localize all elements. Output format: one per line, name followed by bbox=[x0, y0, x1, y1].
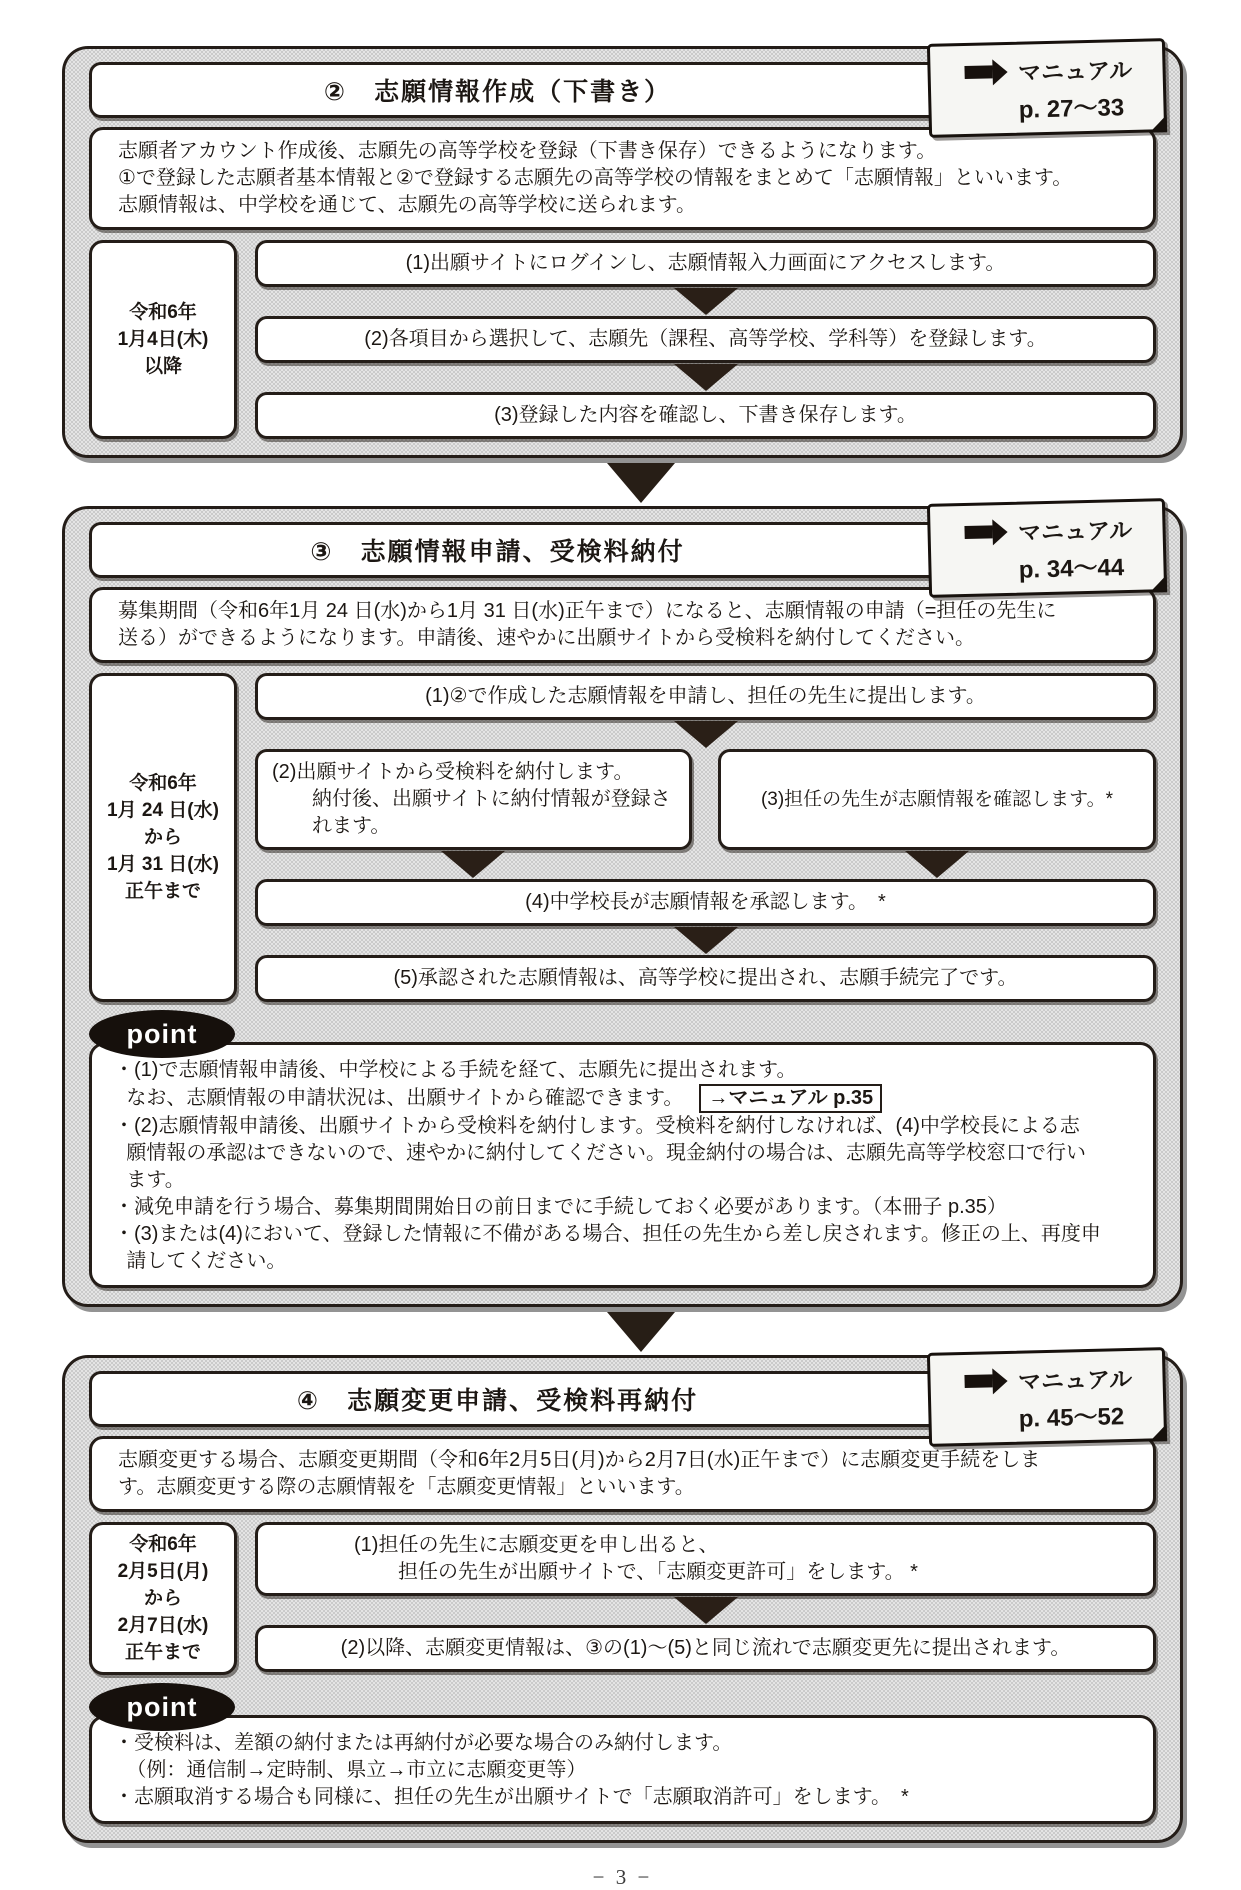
point-notes-box bbox=[89, 1042, 1156, 1288]
section-connector-arrow-icon bbox=[607, 1312, 675, 1352]
flow-area bbox=[89, 673, 1156, 1002]
point-line bbox=[114, 1084, 1137, 1113]
right-arrow-icon bbox=[965, 58, 1009, 85]
step-text-line: (2)出願サイトから受検料を納付します。 bbox=[272, 761, 634, 783]
date-line: から bbox=[143, 827, 182, 848]
flow-area bbox=[89, 1522, 1156, 1675]
parallel-steps-row bbox=[255, 749, 1156, 850]
manual-note-line bbox=[942, 511, 1155, 549]
manual-note-line bbox=[942, 1360, 1155, 1398]
date-line: 以降 bbox=[143, 356, 182, 377]
section-intro bbox=[89, 587, 1156, 663]
down-arrow-icon bbox=[674, 364, 738, 391]
section-4-change-request bbox=[62, 1355, 1183, 1843]
manual-reference-note bbox=[927, 498, 1167, 598]
step-text-line: 担任の先生が出願サイトで、「志願変更許可」をします。 * bbox=[398, 1561, 918, 1583]
date-line: 正午まで bbox=[124, 1642, 201, 1663]
intro-line: す。志願変更する際の志願情報を「志願変更情報」といいます。 bbox=[118, 1476, 695, 1498]
intro-line: 志願変更する場合、志願変更期間（令和6年2月5日(月)から2月7日(水)正午まで）に志願変更手続をしま bbox=[118, 1449, 1041, 1471]
steps-column bbox=[255, 240, 1156, 439]
point-line: ・(2)志願情報申請後、出願サイトから受検料を納付します。受検料を納付しなければ、(4)中学校長による志 bbox=[114, 1115, 1080, 1137]
step-text-line: 納付後、出願サイトに納付情報が登録さ bbox=[312, 788, 671, 810]
section-title: ④ 志願変更申請、受検料再納付 bbox=[89, 1371, 1156, 1427]
point-line: 願情報の承認はできないので、速やかに納付してください。現金納付の場合は、志願先高等学校窓口で行い bbox=[126, 1142, 1086, 1164]
right-arrow-icon bbox=[965, 518, 1009, 545]
manual-reference-note bbox=[927, 1347, 1167, 1447]
intro-line: 送る）ができるようになります。申請後、速やかに出願サイトから受検料を納付してください。 bbox=[118, 627, 975, 649]
step-text-line: (1)担任の先生に志願変更を申し出ると、 bbox=[354, 1534, 719, 1556]
step-box-2 bbox=[255, 749, 692, 850]
point-line: ます。 bbox=[126, 1169, 185, 1191]
date-line: 令和6年 bbox=[129, 302, 197, 323]
manual-note-label: マニュアル bbox=[1017, 56, 1133, 86]
step-box-3: (3)登録した内容を確認し、下書き保存します。 bbox=[255, 392, 1156, 439]
section-intro bbox=[89, 1436, 1156, 1512]
folded-corner-icon bbox=[1150, 115, 1167, 132]
step-box-3: (3)担任の先生が志願情報を確認します。* bbox=[718, 749, 1156, 850]
step-box-1: (1)出願サイトにログインし、志願情報入力画面にアクセスします。 bbox=[255, 240, 1156, 287]
down-arrow-icon bbox=[905, 851, 969, 878]
point-badge: point bbox=[89, 1010, 235, 1058]
section-title: ② 志願情報作成（下書き） bbox=[89, 62, 1156, 118]
step-box-2: (2)以降、志願変更情報は、③の(1)～(5)と同じ流れで志願変更先に提出されます。 bbox=[255, 1625, 1156, 1672]
point-line: ・(1)で志願情報申請後、中学校による手続を経て、志願先に提出されます。 bbox=[114, 1059, 797, 1081]
date-range-box bbox=[89, 673, 237, 1002]
section-intro bbox=[89, 127, 1156, 230]
folded-corner-icon bbox=[1150, 575, 1167, 592]
manual-note-pages: p. 45～52 bbox=[1018, 1403, 1125, 1433]
step-text-line: れます。 bbox=[312, 815, 391, 837]
date-line: 1月 24 日(水) bbox=[107, 800, 219, 821]
point-line-text: なお、志願情報の申請状況は、出願サイトから確認できます。 bbox=[126, 1087, 684, 1109]
date-line: 1月 31 日(水) bbox=[107, 854, 219, 875]
intro-line: ①で登録した志願者基本情報と②で登録する志願先の高等学校の情報をまとめて「志願情報」といいます。 bbox=[118, 167, 1073, 189]
point-line: ・志願取消する場合も同様に、担任の先生が出願サイトで「志願取消許可」をします。 * bbox=[114, 1786, 909, 1808]
date-range-box bbox=[89, 1522, 237, 1675]
date-line: 令和6年 bbox=[129, 1534, 197, 1555]
intro-line: 募集期間（令和6年1月 24 日(水)から1月 31 日(水)正午まで）になると、志願情報の申請（=担任の先生に bbox=[118, 600, 1057, 622]
date-line: 2月5日(月) bbox=[117, 1561, 209, 1582]
down-arrow-icon bbox=[674, 721, 738, 748]
manual-note-pages: p. 27～33 bbox=[1018, 94, 1125, 124]
section-connector-arrow-icon bbox=[607, 463, 675, 503]
page-number: − 3 − bbox=[592, 1865, 653, 1889]
step-box-5: (5)承認された志願情報は、高等学校に提出され、志願手続完了です。 bbox=[255, 955, 1156, 1002]
step-box-2: (2)各項目から選択して、志願先（課程、高等学校、学科等）を登録します。 bbox=[255, 316, 1156, 363]
steps-column bbox=[255, 673, 1156, 1002]
down-arrow-icon bbox=[674, 927, 738, 954]
point-line: 請してください。 bbox=[126, 1250, 287, 1272]
manual-note-pages: p. 34～44 bbox=[1018, 554, 1125, 584]
manual-reference-note bbox=[927, 38, 1167, 138]
manual-page-reference: →マニュアル p.35 bbox=[699, 1084, 882, 1113]
folded-corner-icon bbox=[1150, 1424, 1167, 1441]
section-3-application-and-fee bbox=[62, 506, 1183, 1307]
section-2-draft-creation bbox=[62, 46, 1183, 458]
right-arrow-icon bbox=[965, 1367, 1009, 1394]
down-arrow-icon bbox=[674, 288, 738, 315]
point-line: ・減免申請を行う場合、募集期間開始日の前日までに手続しておく必要があります。（本冊子 p.35） bbox=[114, 1196, 1007, 1218]
point-line: （例：通信制→定時制、県立→市立に志願変更等） bbox=[126, 1759, 587, 1781]
steps-column bbox=[255, 1522, 1156, 1675]
date-line: 令和6年 bbox=[129, 773, 197, 794]
date-line: から bbox=[143, 1588, 182, 1609]
point-notes-box bbox=[89, 1715, 1156, 1824]
intro-line: 志願情報は、中学校を通じて、志願先の高等学校に送られます。 bbox=[118, 194, 696, 216]
parallel-arrows-row bbox=[255, 850, 1156, 879]
date-line: 2月7日(水) bbox=[117, 1615, 209, 1636]
manual-note-label: マニュアル bbox=[1017, 516, 1133, 546]
step-box-1 bbox=[255, 1522, 1156, 1596]
step-box-1: (1)②で作成した志願情報を申請し、担任の先生に提出します。 bbox=[255, 673, 1156, 720]
step-box-4: (4)中学校長が志願情報を承認します。 * bbox=[255, 879, 1156, 926]
intro-line: 志願者アカウント作成後、志願先の高等学校を登録（下書き保存）できるようになります。 bbox=[118, 140, 937, 162]
point-badge: point bbox=[89, 1683, 235, 1731]
point-line: ・(3)または(4)において、登録した情報に不備がある場合、担任の先生から差し戻されます。修正の上、再度申 bbox=[114, 1223, 1101, 1245]
date-range-box bbox=[89, 240, 237, 439]
point-line: ・受検料は、差額の納付または再納付が必要な場合のみ納付します。 bbox=[114, 1732, 733, 1754]
manual-note-label: マニュアル bbox=[1017, 1365, 1133, 1395]
section-title: ③ 志願情報申請、受検料納付 bbox=[89, 522, 1156, 578]
down-arrow-icon bbox=[441, 851, 505, 878]
down-arrow-icon bbox=[674, 1597, 738, 1624]
flow-area bbox=[89, 240, 1156, 439]
date-line: 1月4日(木) bbox=[117, 329, 209, 350]
manual-note-line bbox=[942, 51, 1155, 89]
date-line: 正午まで bbox=[124, 881, 201, 902]
